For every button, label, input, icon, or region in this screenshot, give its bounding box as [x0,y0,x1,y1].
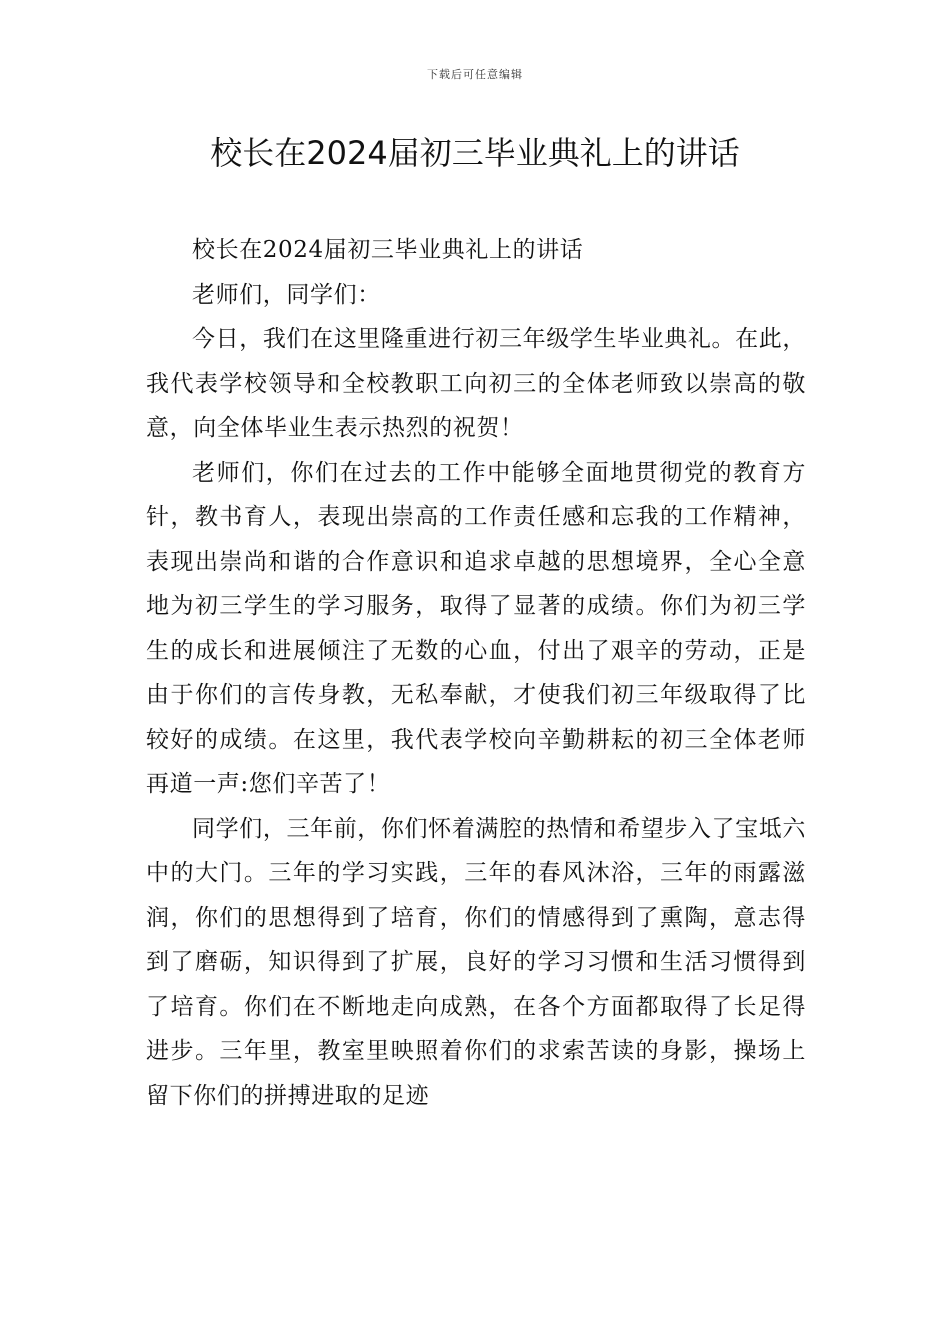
document-title: 校长在2024届初三毕业典礼上的讲话 [210,134,740,172]
paragraph: 老师们，你们在过去的工作中能够全面地贯彻党的教育方针，教书育人，表现出崇高的工作责任感和忘我的工作精神，表现出崇尚和谐的合作意识和追求卓越的思想境界，全心全意地为初三学生的学习服务，取得了显著的成绩。你们为初三学生的成长和进展倾注了无数的心血，付出了艰辛的劳动，正是由于你们的言传身教，无私奉献，才使我们初三年级取得了比较好的成绩。在这里，我代表学校向辛勤耕耘的初三全体老师再道一声:您们辛苦了！ [146,459,806,797]
header-note: 下载后可任意编辑 [427,68,523,81]
paragraph-subtitle: 校长在2024届初三毕业典礼上的讲话 [192,237,584,263]
document-body [146,228,806,1118]
paragraph-salutation: 老师们，同学们： [192,281,381,308]
paragraph: 今日，我们在这里隆重进行初三年级学生毕业典礼。在此，我代表学校领导和全校教职工向初三的全体老师致以崇高的敬意，向全体毕业生表示热烈的祝贺！ [146,326,806,441]
paragraph: 同学们，三年前，你们怀着满腔的热情和希望步入了宝坻六中的大门。三年的学习实践，三年的春风沐浴，三年的雨露滋润，你们的思想得到了培育，你们的情感得到了熏陶，意志得到了磨砺，知识得到了扩展，良好的学习习惯和生活习惯得到了培育。你们在不断地走向成熟，在各个方面都取得了长足得进步。三年里，教室里映照着你们的求索苦读的身影，操场上留下你们的拼搏进取的足迹 [146,815,806,1109]
